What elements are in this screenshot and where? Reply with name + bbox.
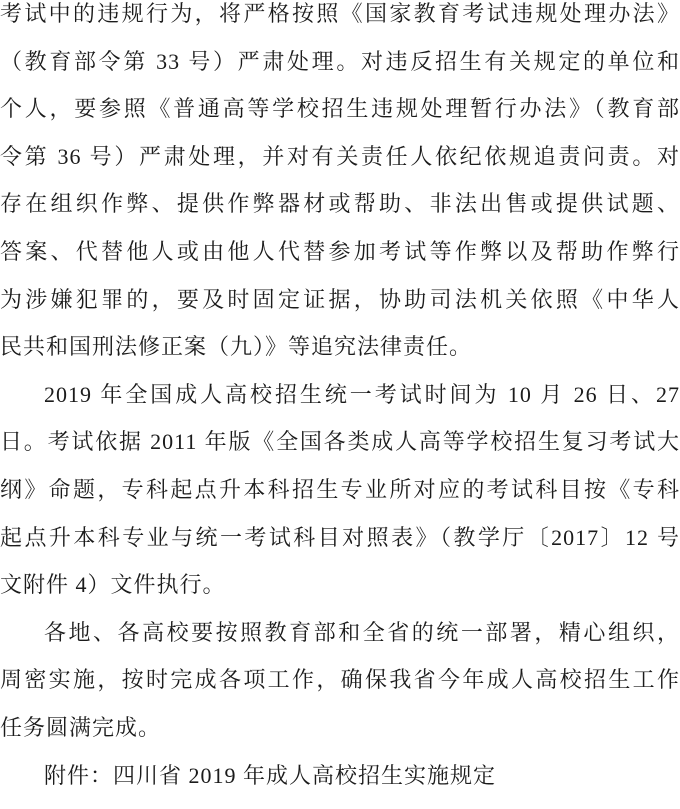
- text-line: 起点升本科专业与统一考试科目对照表》（教学厅〔2017〕12 号: [0, 524, 680, 550]
- text-line: 个人，要参照《普通高等学校招生违规处理暂行办法》（教育部: [0, 96, 680, 122]
- text-line: 考试中的违规行为，将严格按照《国家教育考试违规处理办法》: [0, 1, 680, 26]
- text-line: 纲》命题，专科起点升本科招生专业所对应的考试科目按《专科: [0, 476, 680, 502]
- text-line: 周密实施，按时完成各项工作，确保我省今年成人高校招生工作: [0, 667, 680, 693]
- text-line: 各地、各高校要按照教育部和全省的统一部署，精心组织，: [44, 619, 680, 645]
- text-line: 文附件 4）文件执行。: [0, 572, 226, 598]
- text-line: 为涉嫌犯罪的，要及时固定证据，协助司法机关依照《中华人: [0, 286, 680, 312]
- text-line: 存在组织作弊、提供作弊器材或帮助、非法出售或提供试题、: [0, 191, 680, 217]
- text-line: 答案、代替他人或由他人代替参加考试等作弊以及帮助作弊行: [0, 238, 680, 264]
- text-line: 令第 36 号）严肃处理，并对有关责任人依纪依规追责问责。对: [0, 143, 680, 169]
- text-line: 民共和国刑法修正案（九）》等追究法律责任。: [0, 334, 473, 360]
- text-line: 2019 年全国成人高校招生统一考试时间为 10 月 26 日、27: [44, 381, 680, 407]
- text-line: 附件：四川省 2019 年成人高校招生实施规定: [44, 762, 497, 788]
- text-line: 任务圆满完成。: [0, 714, 162, 740]
- text-line: （教育部令第 33 号）严肃处理。对违反招生有关规定的单位和: [0, 48, 680, 74]
- text-line: 日。考试依据 2011 年版《全国各类成人高等学校招生复习考试大: [0, 429, 680, 455]
